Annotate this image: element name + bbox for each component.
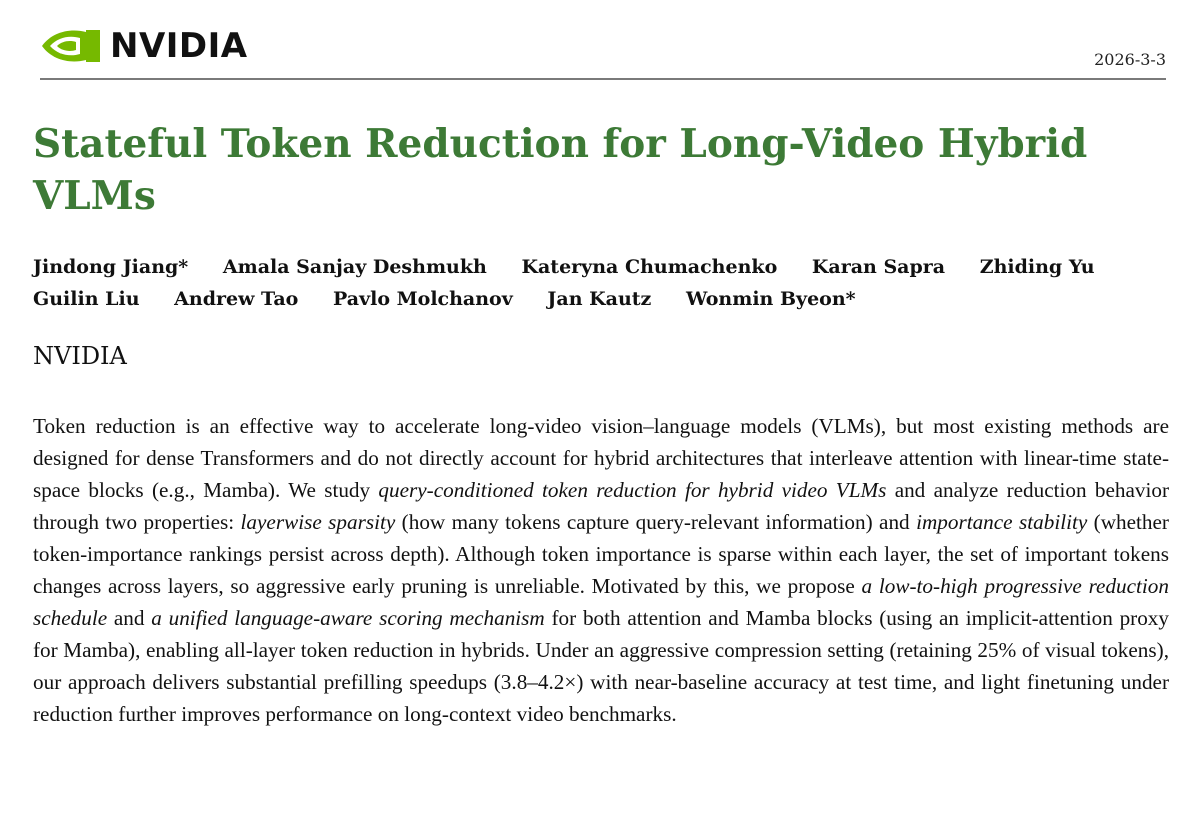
abstract-emphasis: query-conditioned token reduction for hybrid video VLMs [378, 478, 887, 502]
abstract [33, 410, 1169, 730]
abstract-text: and analyze reduction behavior through two properties: [33, 478, 1170, 534]
abstract-text: Token reduction is an effective way to accelerate long-video vision–language models (VLMs), but most existing methods are designed for dense Transformers and do not directly account for hybrid architectures that interleave attention with linear-time state-space blocks (e.g., Mamba). We study [33, 414, 1169, 502]
date-label: 2026-3-3 [1094, 50, 1166, 69]
nvidia-logo [40, 26, 248, 66]
author-name: Wonmin Byeon* [685, 288, 856, 310]
author-name: Guilin Liu [33, 288, 140, 310]
abstract-text: for both attention and Mamba blocks (using an implicit-attention proxy for Mamba), enabling all-layer token reduction in hybrids. Under an aggressive compression setting (retaining 25% of visual tokens), our approach delivers substantial prefilling speedups (3.8–4.2×) with near-baseline accuracy at test time, and light finetuning under reduction further improves performance on long-context video benchmarks. [33, 606, 1169, 726]
paper-title: Stateful Token Reduction for Long-Video Hybrid VLMs [33, 121, 1088, 219]
abstract-emphasis: importance stability [916, 510, 1088, 534]
abstract-emphasis: layerwise sparsity [240, 510, 396, 534]
author-name: Zhiding Yu [979, 256, 1095, 278]
author-name: Andrew Tao [174, 288, 299, 310]
abstract-emphasis: a unified language-aware scoring mechanism [151, 606, 545, 630]
author-name: Pavlo Molchanov [332, 288, 513, 310]
author-name: Karan Sapra [811, 256, 946, 278]
author-name: Jan Kautz [547, 288, 652, 310]
author-name: Jindong Jiang* [33, 256, 189, 278]
abstract-emphasis: a low-to-high progressive reduction schedule [33, 574, 1169, 630]
author-name: Amala Sanjay Deshmukh [222, 256, 487, 278]
page-header [40, 22, 1166, 80]
author-name: Kateryna Chumachenko [521, 256, 778, 278]
abstract-text: (whether token-importance rankings persist across depth). Although token importance is sparse within each layer, the set of important tokens changes across layers, so aggressive early pruning is unreliable. Motivated by this, we propose [33, 510, 1169, 598]
abstract-text: and [107, 606, 152, 630]
author-list [33, 251, 1153, 315]
affiliation: NVIDIA [33, 342, 127, 370]
nvidia-eye-icon [40, 26, 102, 66]
logo-text: NVIDIA [110, 26, 248, 66]
abstract-text: (how many tokens capture query-relevant information) and [395, 510, 917, 534]
